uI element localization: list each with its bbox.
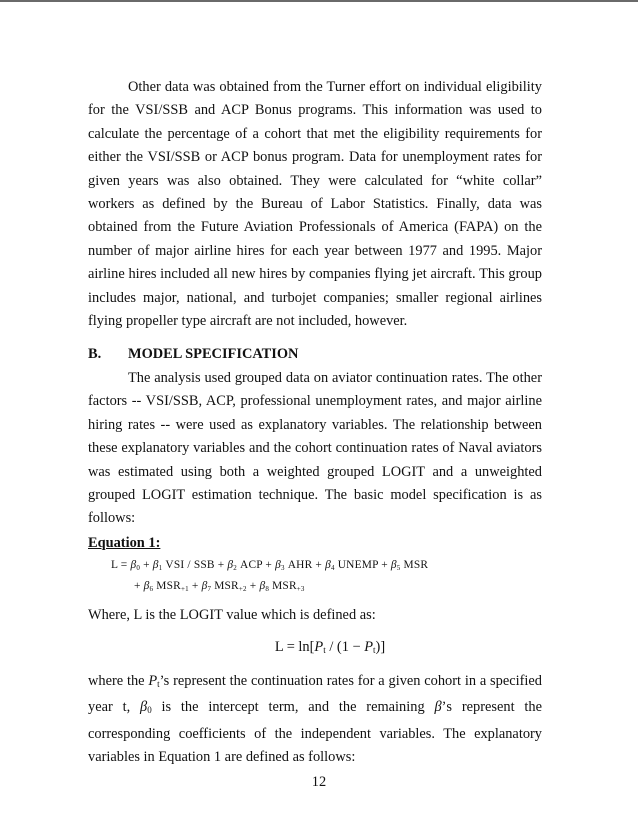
document-page [88,76,542,770]
equation-title: Equation 1: [88,534,161,551]
section-letter: B. [88,346,102,363]
section-title: MODEL SPECIFICATION [128,346,299,363]
equation-line-2: + $\beta_6$ $MSR_{+1} + \beta_7$ $MSR_{+2} + \beta_8$ $MSR_{+3}$ [134,580,305,594]
logit-definition: $L = \ln[P_t / (1 - P_t)]$ [274,638,386,655]
equation-line-1: $L = \beta_0 + \beta_1$ VSI / SSB + $\beta_2$ ACP + $\beta_3$ AHR + $\beta_4$ UNEMP + $\beta_5$ MSR [111,559,429,573]
paragraph-data-sources: Other data was obtained from the Turner effort on individual eligibility for the VSI/SSB and ACP Bonus programs. This information was used to calculate the percentage of a cohort that met the eligibility requirements for either the VSI/SSB or ACP bonus program. Data for unemployment rates for given years was also obtained. They were calculated for “white collar” workers as defined by the Bureau of Labor Statistics. Finally, data was obtained from the Future Aviation Professionals of America (FAPA) on the number of major airline hires for each year between 1977 and 1995. Major airline hires included all new hires by companies flying jet aircraft. This group includes major, national, and turbojet companies; smaller regional airlines flying propeller type aircraft are not included, however. [88,79,542,330]
top-rule [0,0,638,2]
equation-1 [88,556,542,598]
paragraph-variable-explanation: where the $P_t’s$ represent the continuation rates for a given cohort in a specified year t, $\beta_0$ is the intercept term, and the remaining β’s represent the corresponding coefficients of the independent variables. The explanatory variables in Equation 1 are defined as follows: [88,672,542,766]
logit-intro: Where, L is the LOGIT value which is defined as: [88,607,376,624]
section-heading [88,343,542,366]
page-number: 12 [311,774,327,790]
paragraph-model-specification: The analysis used grouped data on aviator continuation rates. The other factors -- VSI/SSB, ACP, professional unemployment rates, and major airline hiring rates -- were used as explanatory variables. The relationship between these explanatory variables and the cohort continuation rates of Naval aviators was estimated using both a weighted grouped LOGIT and a unweighted grouped LOGIT estimation technique. The basic model specification is as follows: [88,369,542,527]
